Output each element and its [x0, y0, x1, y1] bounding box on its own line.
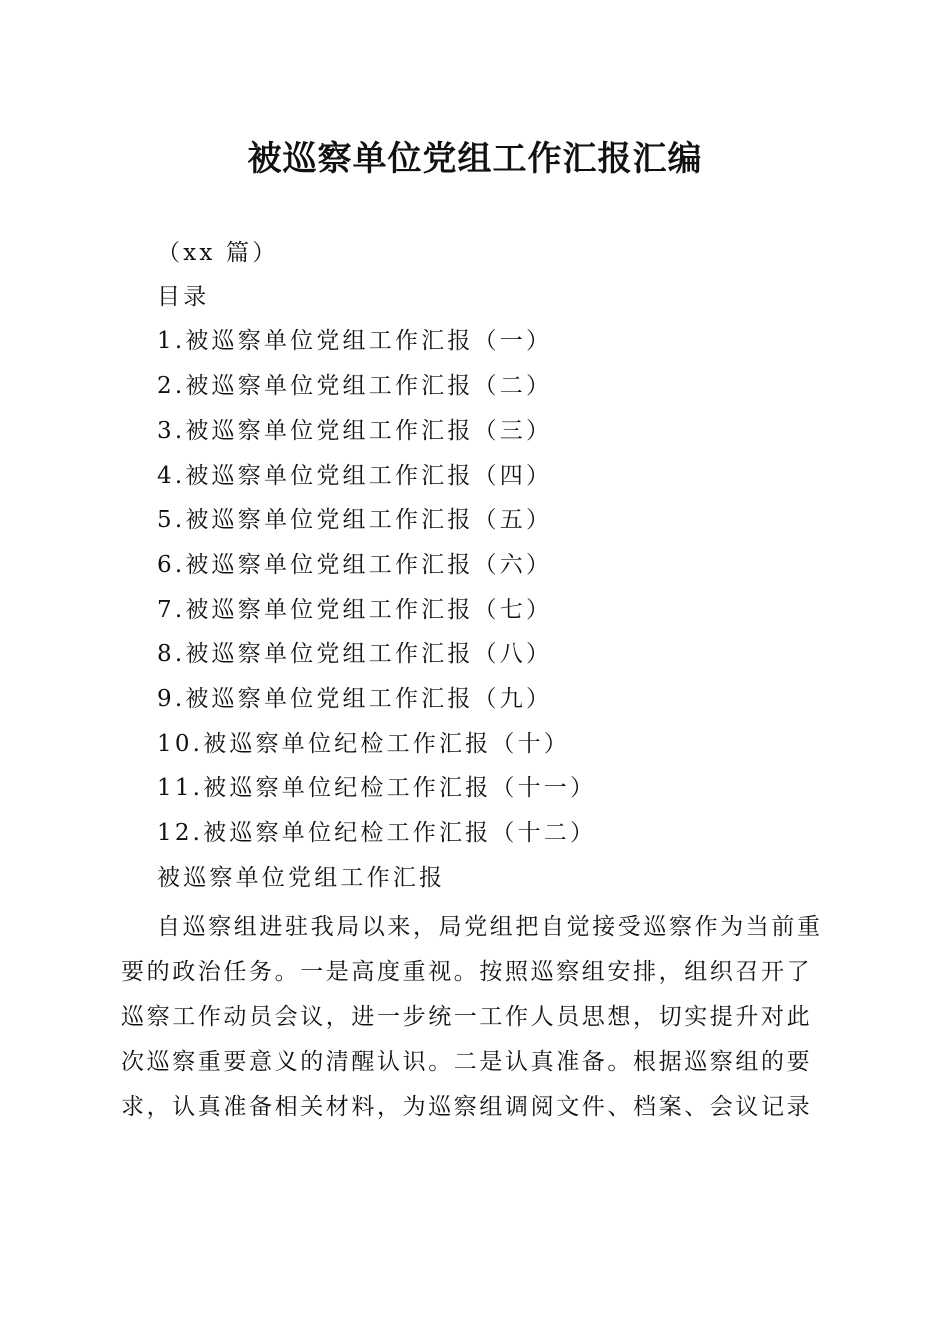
body-line: 次巡察重要意义的清醒认识。二是认真准备。根据巡察组的要: [121, 1049, 813, 1075]
toc-item: 3.被巡察单位党组工作汇报（三）: [157, 418, 553, 444]
toc-item: 6.被巡察单位党组工作汇报（六）: [157, 552, 553, 578]
toc-item: 2.被巡察单位党组工作汇报（二）: [157, 373, 553, 399]
document-subtitle: （xx 篇）: [157, 240, 279, 266]
toc-item: 5.被巡察单位党组工作汇报（五）: [157, 507, 553, 533]
toc-item: 8.被巡察单位党组工作汇报（八）: [157, 641, 553, 667]
document-title: 被巡察单位党组工作汇报汇编: [247, 139, 703, 179]
body-line: 求，认真准备相关材料，为巡察组调阅文件、档案、会议记录: [121, 1094, 813, 1120]
body-line: 要的政治任务。一是高度重视。按照巡察组安排，组织召开了: [121, 959, 813, 985]
toc-item: 4.被巡察单位党组工作汇报（四）: [157, 463, 553, 489]
body-line: 自巡察组进驻我局以来，局党组把自觉接受巡察作为当前重: [157, 914, 823, 940]
body-paragraph: [121, 905, 825, 1130]
toc-item: 1.被巡察单位党组工作汇报（一）: [157, 328, 553, 354]
section-heading: 被巡察单位党组工作汇报: [157, 865, 446, 891]
body-line: 巡察工作动员会议，进一步统一工作人员思想，切实提升对此: [121, 1004, 813, 1030]
toc-item: 12.被巡察单位纪检工作汇报（十二）: [157, 820, 597, 846]
toc-item: 11.被巡察单位纪检工作汇报（十一）: [157, 775, 597, 801]
toc-item: 7.被巡察单位党组工作汇报（七）: [157, 597, 553, 623]
toc-item: 9.被巡察单位党组工作汇报（九）: [157, 686, 553, 712]
toc-heading: 目录: [157, 284, 210, 310]
toc-item: 10.被巡察单位纪检工作汇报（十）: [157, 731, 570, 757]
